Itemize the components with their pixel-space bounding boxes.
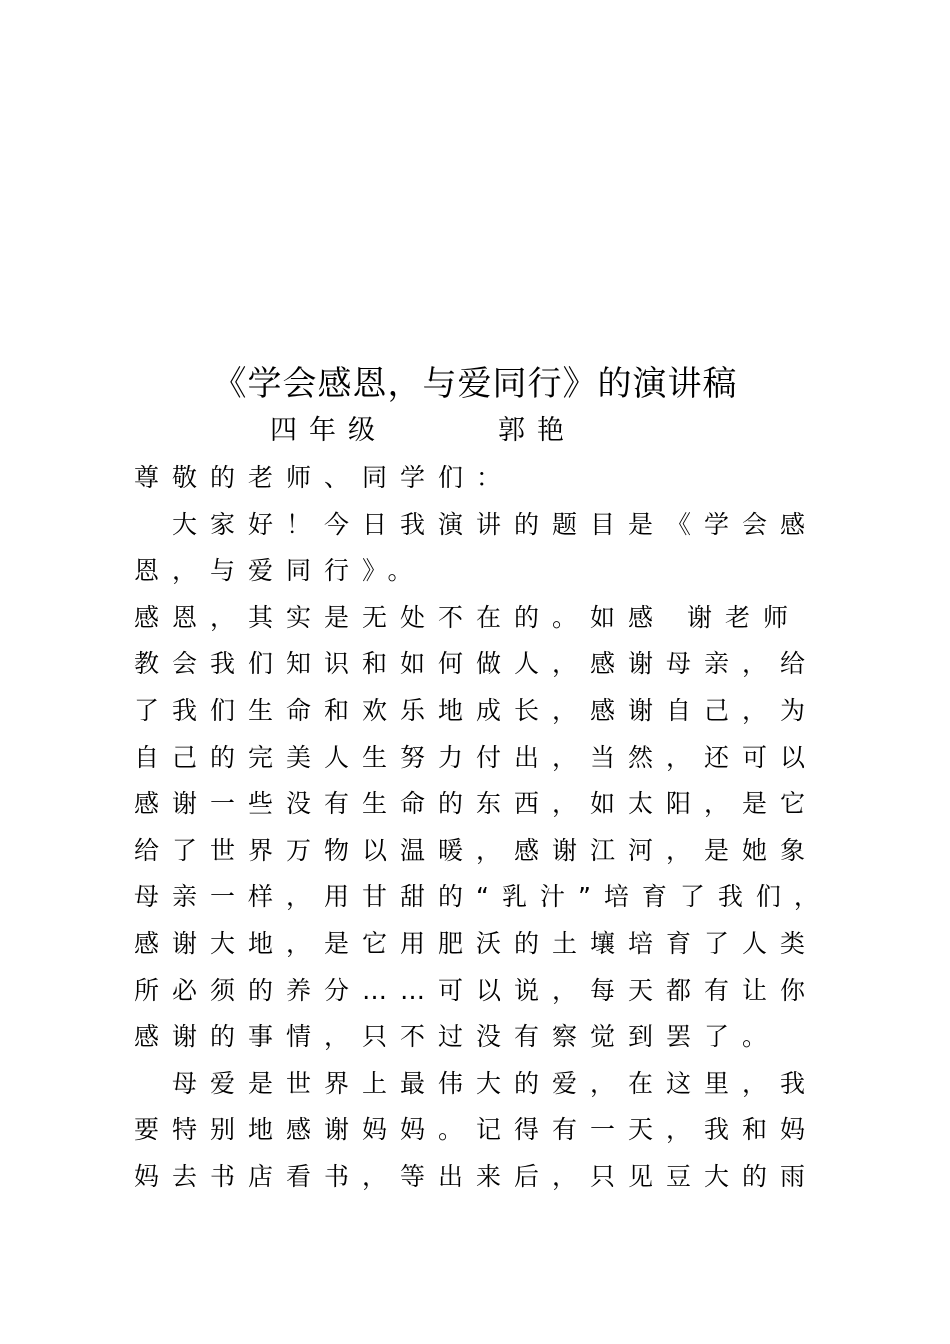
body-line: 教会我们知识和如何做人，感谢母亲，给 [134,649,819,679]
body-line: 感恩，其实是无处不在的。如感 谢老师 [134,602,801,632]
body-line: 妈去书店看书，等出来后，只见豆大的雨 [134,1161,819,1191]
body-line: 母亲一样，用甘甜的“乳汁”培育了我们， [134,882,832,912]
body-line: 大家好！今日我演讲的题目是《学会感 [172,509,819,539]
body-line: 要特别地感谢妈妈。记得有一天，我和妈 [134,1115,819,1145]
body-line: 尊敬的老师、同学们： [134,463,515,492]
body-line: 感谢一些没有生命的东西，如太阳，是它 [134,789,819,819]
body-line: 了我们生命和欢乐地成长，感谢自己，为 [134,695,819,725]
speech-body [134,455,854,1201]
body-line: 母爱是世界上最伟大的爱，在这里，我 [172,1068,819,1098]
author-grade: 四年级 [270,415,387,446]
author-name: 郭艳 [498,415,576,446]
body-line: 感谢大地，是它用肥沃的土壤培育了人类 [134,928,819,958]
body-line: 给了世界万物以温暖，感谢江河，是她象 [134,835,819,865]
document-title: 《学会感恩，与爱同行》的演讲稿 [212,364,738,404]
body-line: 感谢的事情，只不过没有察觉到罢了。 [134,1022,781,1052]
body-line: 自己的完美人生努力付出，当然，还可以 [134,742,819,772]
body-line: 恩，与爱同行》。 [134,556,426,586]
body-line: 所必须的养分……可以说，每天都有让你 [134,975,819,1005]
